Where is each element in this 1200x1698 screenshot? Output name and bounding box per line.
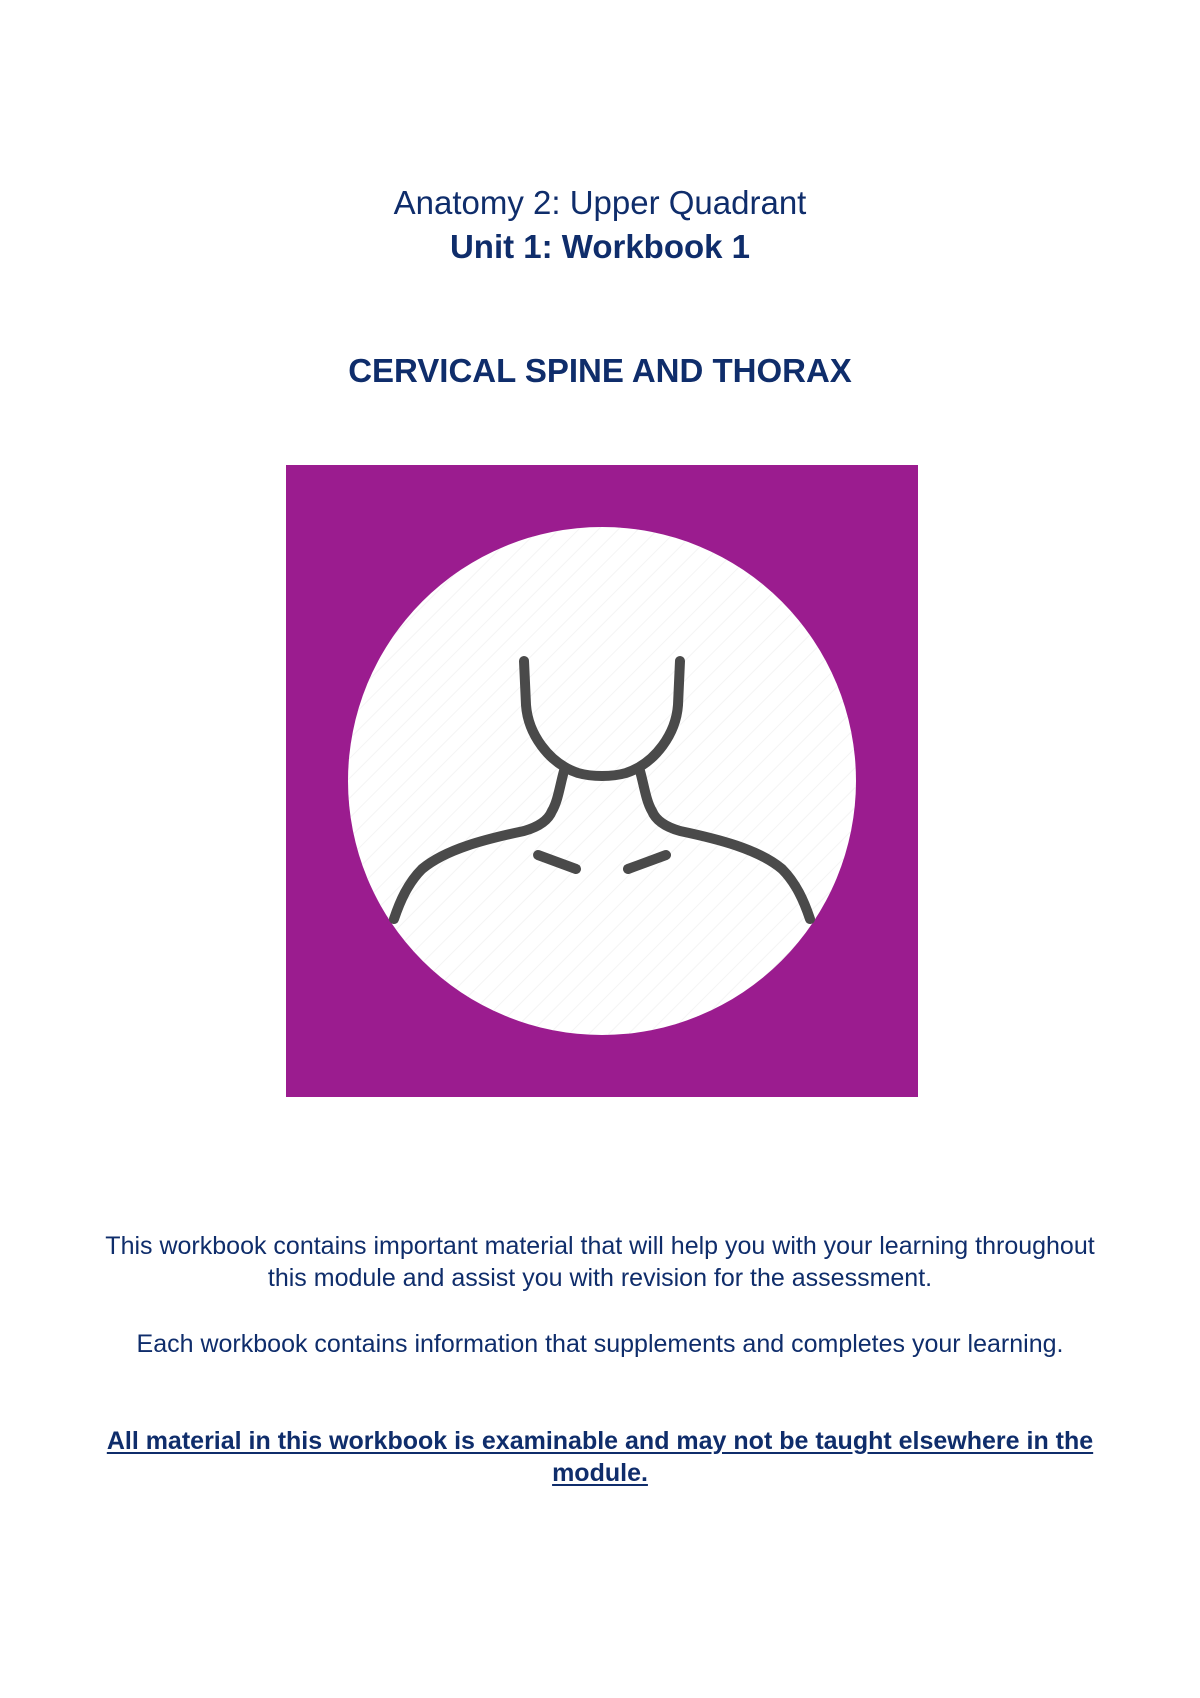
intro-paragraph-examinable-notice: All material in this workbook is examinable and may not be taught elsewhere in the module. [106, 1427, 1094, 1487]
cover-illustration [286, 465, 918, 1097]
unit-title: Unit 1: Workbook 1 [449, 228, 751, 265]
intro-paragraph-purpose: This workbook contains important material that will help you with your learning throughout this module and assist you with revision for the assessment. [105, 1232, 1095, 1292]
intro-paragraph-supplement: Each workbook contains information that supplements and completes your learning. [136, 1330, 1064, 1358]
neck-shoulders-icon [286, 465, 918, 1097]
course-title: Anatomy 2: Upper Quadrant [393, 184, 807, 221]
topic-title: CERVICAL SPINE AND THORAX [348, 352, 852, 389]
